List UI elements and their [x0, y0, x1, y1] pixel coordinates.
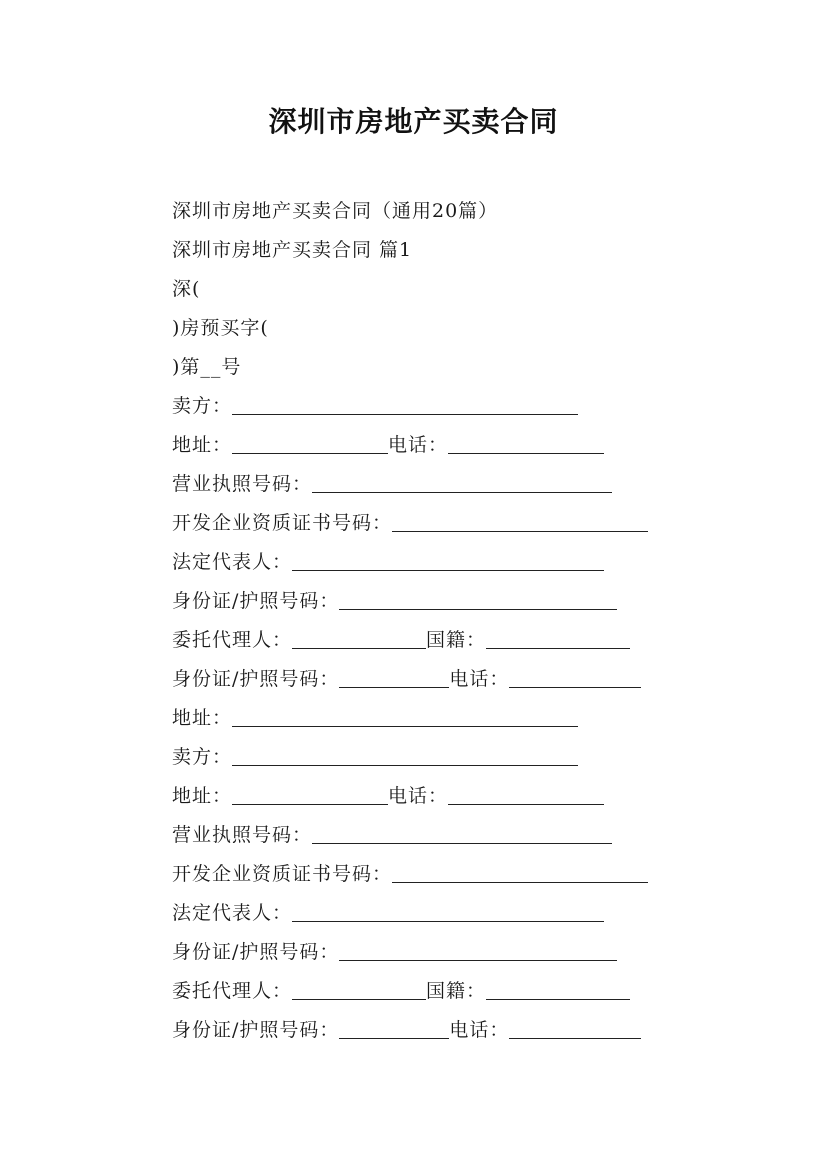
- nationality-blank[interactable]: [486, 979, 630, 1000]
- phone-blank[interactable]: [509, 667, 641, 688]
- agent-nationality-row: [172, 627, 630, 653]
- address-phone-row: [172, 783, 604, 809]
- nationality-label: 国籍：: [426, 980, 487, 1002]
- business-license-blank[interactable]: [312, 472, 612, 493]
- address-blank[interactable]: [232, 433, 388, 454]
- id-passport-label: 身份证/护照号码：: [172, 941, 340, 963]
- id-passport-label: 身份证/护照号码：: [172, 590, 340, 612]
- legal-rep-label: 法定代表人：: [172, 551, 293, 573]
- id-passport-row: [172, 939, 617, 965]
- nationality-label: 国籍：: [426, 629, 487, 651]
- agent-blank[interactable]: [292, 979, 426, 1000]
- legal-rep-label: 法定代表人：: [172, 902, 293, 924]
- business-license-row: [172, 822, 612, 848]
- id-passport-blank[interactable]: [339, 667, 449, 688]
- agent-label: 委托代理人：: [172, 980, 293, 1002]
- section-heading: 深圳市房地产买卖合同 篇1: [172, 239, 413, 261]
- business-license-blank[interactable]: [312, 823, 612, 844]
- contract-number-part2: )房预买字(: [172, 317, 269, 339]
- seller-blank[interactable]: [232, 745, 578, 766]
- phone-label: 电话：: [449, 668, 510, 690]
- id-passport-row: [172, 588, 617, 614]
- address-phone-row: [172, 432, 604, 458]
- legal-rep-row: [172, 900, 604, 926]
- nationality-blank[interactable]: [486, 628, 630, 649]
- phone-label: 电话：: [388, 434, 449, 456]
- business-license-label: 营业执照号码：: [172, 824, 313, 846]
- id-passport-blank[interactable]: [339, 1018, 449, 1039]
- agent-label: 委托代理人：: [172, 629, 293, 651]
- phone-blank[interactable]: [448, 784, 604, 805]
- id-passport-label: 身份证/护照号码：: [172, 668, 340, 690]
- address-blank[interactable]: [232, 706, 578, 727]
- id-passport-blank[interactable]: [339, 940, 617, 961]
- phone-blank[interactable]: [448, 433, 604, 454]
- seller-row: [172, 393, 578, 419]
- agent-blank[interactable]: [292, 628, 426, 649]
- qualification-row: [172, 861, 648, 887]
- agent-nationality-row: [172, 978, 630, 1004]
- legal-rep-blank[interactable]: [292, 901, 604, 922]
- address-label: 地址：: [172, 707, 233, 729]
- qualification-label: 开发企业资质证书号码：: [172, 863, 393, 885]
- legal-rep-blank[interactable]: [292, 550, 604, 571]
- legal-rep-row: [172, 549, 604, 575]
- contract-number-part3: )第__号: [172, 356, 242, 378]
- address-label: 地址：: [172, 434, 233, 456]
- address-blank[interactable]: [232, 784, 388, 805]
- id-phone-row: [172, 666, 641, 692]
- qualification-blank[interactable]: [392, 511, 648, 532]
- phone-label: 电话：: [388, 785, 449, 807]
- seller-label: 卖方：: [172, 746, 233, 768]
- business-license-row: [172, 471, 612, 497]
- seller-blank[interactable]: [232, 394, 578, 415]
- contract-number-part1: 深(: [172, 278, 201, 300]
- id-passport-label: 身份证/护照号码：: [172, 1019, 340, 1041]
- qualification-blank[interactable]: [392, 862, 648, 883]
- seller-label: 卖方：: [172, 395, 233, 417]
- seller-row: [172, 744, 578, 770]
- document-title: 深圳市房地产买卖合同: [268, 105, 559, 138]
- business-license-label: 营业执照号码：: [172, 473, 313, 495]
- qualification-label: 开发企业资质证书号码：: [172, 512, 393, 534]
- phone-label: 电话：: [449, 1019, 510, 1041]
- id-phone-row: [172, 1017, 641, 1043]
- address-row: [172, 705, 578, 731]
- address-label: 地址：: [172, 785, 233, 807]
- id-passport-blank[interactable]: [339, 589, 617, 610]
- qualification-row: [172, 510, 648, 536]
- phone-blank[interactable]: [509, 1018, 641, 1039]
- subtitle-line: 深圳市房地产买卖合同（通用20篇）: [172, 200, 499, 222]
